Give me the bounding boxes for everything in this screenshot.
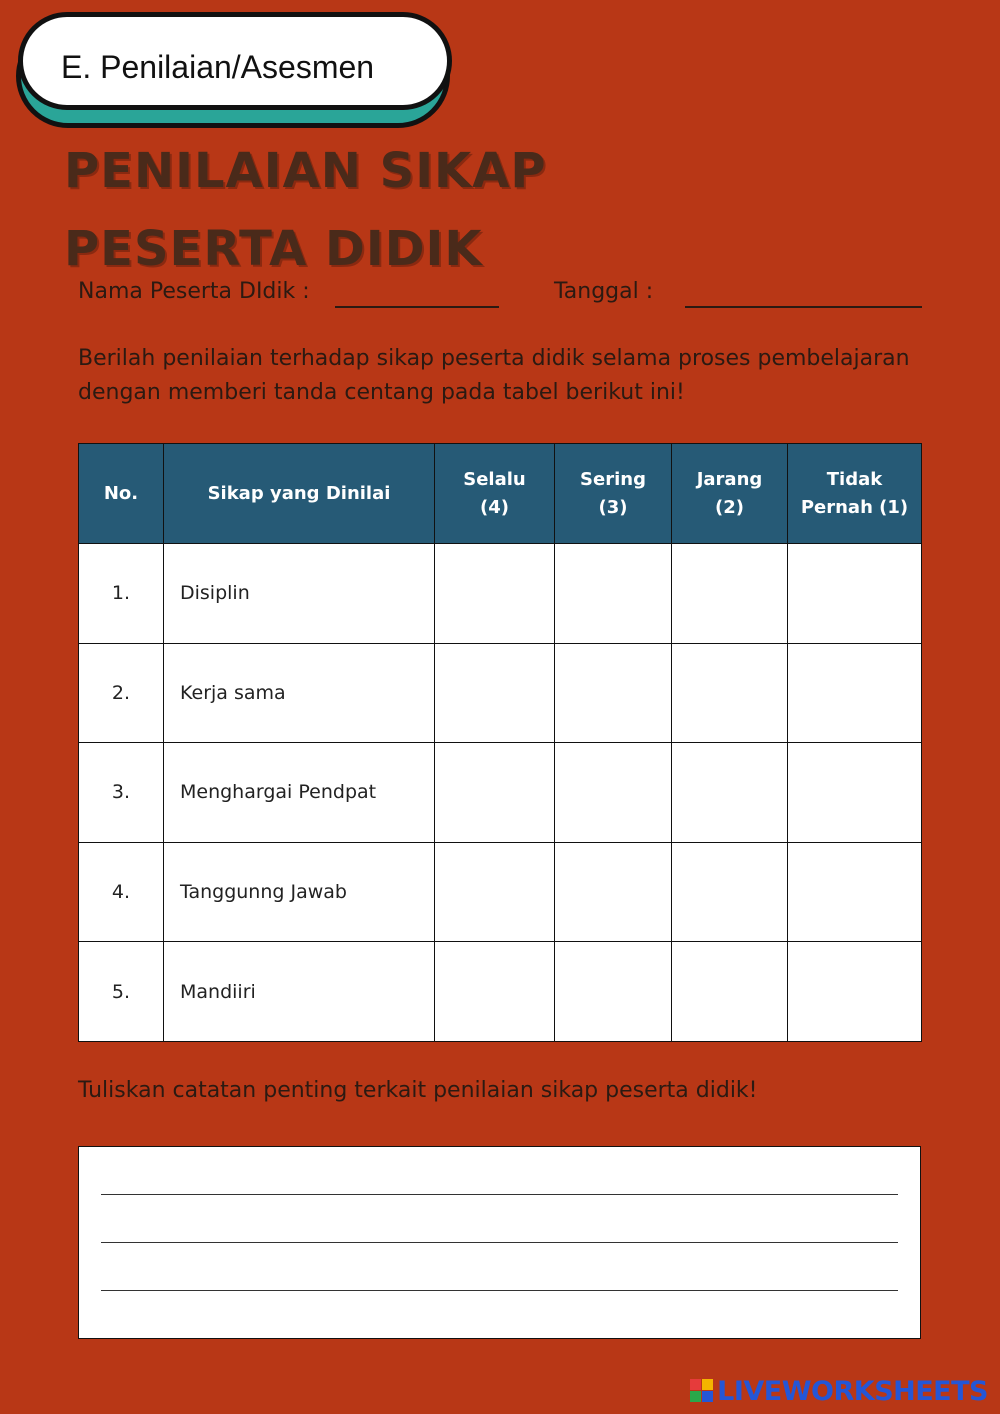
header-selalu-label: Selalu [463,468,526,490]
page-title-line-1: PENILAIAN SIKAP [64,143,547,199]
row-attitude: Tanggunng Jawab [164,842,435,942]
header-tidak-score: Pernah (1) [800,496,909,518]
page-title [64,132,547,288]
liveworksheets-logo [690,1374,988,1408]
check-cell-tidak-pernah[interactable] [788,643,922,743]
check-cell-jarang[interactable] [672,643,788,743]
header-jarang-score: (2) [715,496,744,518]
check-cell-jarang[interactable] [672,743,788,843]
notes-box[interactable] [78,1146,921,1339]
header-tidak-pernah [788,444,922,544]
check-cell-selalu[interactable] [435,743,555,843]
table-row [79,842,922,942]
header-jarang [672,444,788,544]
row-number: 1. [79,544,164,644]
check-cell-tidak-pernah[interactable] [788,743,922,843]
row-attitude: Kerja sama [164,643,435,743]
row-number: 4. [79,842,164,942]
check-cell-sering[interactable] [555,643,672,743]
date-label: Tanggal : [554,279,654,304]
check-cell-jarang[interactable] [672,942,788,1042]
header-no: No. [79,444,164,544]
liveworksheets-wordmark: LIVEWORKSHEETS [717,1375,988,1407]
instruction-text: Berilah penilaian terhadap sikap peserta didik selama proses pembelajaran dengan memberi tanda centang pada tabel berikut ini! [78,346,910,405]
notes-line[interactable] [101,1290,898,1291]
check-cell-sering[interactable] [555,544,672,644]
check-cell-sering[interactable] [555,842,672,942]
check-cell-selalu[interactable] [435,544,555,644]
check-cell-tidak-pernah[interactable] [788,842,922,942]
student-info-row [78,276,924,310]
notes-line[interactable] [101,1194,898,1195]
check-cell-selalu[interactable] [435,942,555,1042]
check-cell-sering[interactable] [555,942,672,1042]
table-row [79,942,922,1042]
section-tag-pill [18,12,452,110]
check-cell-jarang[interactable] [672,544,788,644]
header-sering-score: (3) [598,496,628,518]
table-row [79,743,922,843]
section-tag [16,12,456,132]
row-number: 3. [79,743,164,843]
check-cell-selalu[interactable] [435,842,555,942]
row-number: 5. [79,942,164,1042]
check-cell-selalu[interactable] [435,643,555,743]
notes-line[interactable] [101,1242,898,1243]
check-cell-tidak-pernah[interactable] [788,544,922,644]
table-header-row [79,444,922,544]
header-selalu-score: (4) [480,496,509,518]
row-attitude: Menghargai Pendpat [164,743,435,843]
notes-prompt: Tuliskan catatan penting terkait penilaian sikap peserta didik! [78,1078,758,1103]
header-tidak-label: Tidak [826,468,883,490]
check-cell-jarang[interactable] [672,842,788,942]
date-blank[interactable] [685,306,922,308]
student-name-label: Nama Peserta DIdik : [78,279,310,304]
liveworksheets-logo-icon [690,1379,714,1403]
header-selalu [435,444,555,544]
attitude-rubric-table [78,443,922,1042]
table-row [79,643,922,743]
table-row [79,544,922,644]
page-title-line-2: PESERTA DIDIK [64,221,483,277]
check-cell-tidak-pernah[interactable] [788,942,922,1042]
header-sikap: Sikap yang Dinilai [164,444,435,544]
check-cell-sering[interactable] [555,743,672,843]
row-attitude: Disiplin [164,544,435,644]
header-jarang-label: Jarang [696,468,763,490]
header-sering [555,444,672,544]
header-sering-label: Sering [580,468,646,490]
section-label: E. Penilaian/Asesmen [61,49,375,85]
row-number: 2. [79,643,164,743]
row-attitude: Mandiiri [164,942,435,1042]
student-name-blank[interactable] [335,306,499,308]
